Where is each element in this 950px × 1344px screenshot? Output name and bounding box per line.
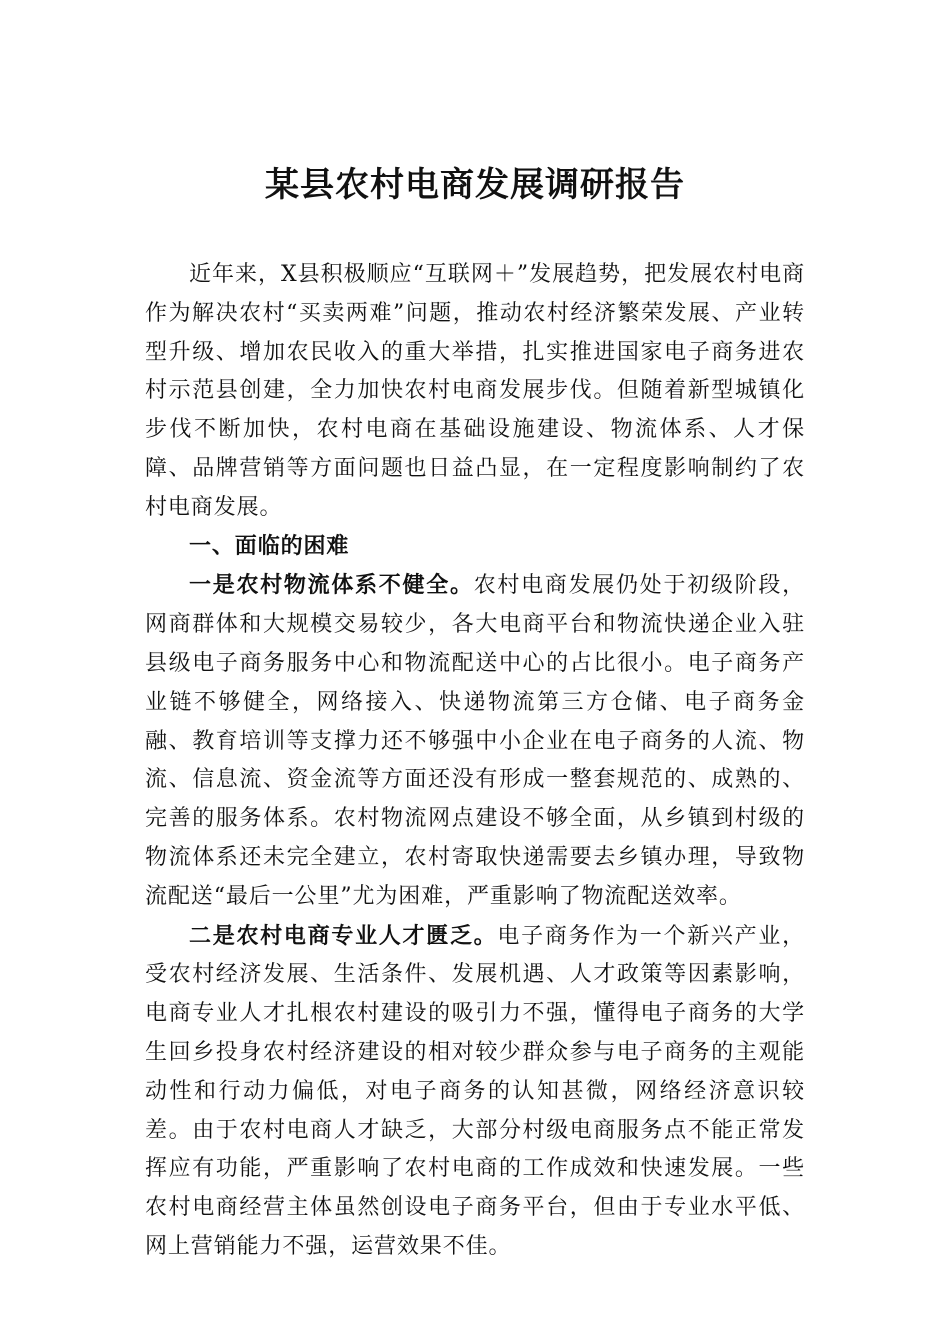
document-body — [145, 256, 805, 1267]
point-paragraph-logistics — [145, 566, 805, 916]
intro-paragraph: 近年来，X县积极顺应“互联网＋”发展趋势，把发展农村电商作为解决农村“买卖两难”问题，推动农村经济繁荣发展、产业转型升级、增加农民收入的重大举措，扎实推进国家电子商务进农村示范县创建，全力加快农村电商发展步伐。但随着新型城镇化步伐不断加快，农村电商在基础设施建设、物流体系、人才保障、品牌营销等方面问题也日益凸显，在一定程度影响制约了农村电商发展。 — [145, 262, 805, 520]
point-paragraph-talent — [145, 917, 805, 1267]
point-text-logistics: 农村电商发展仍处于初级阶段，网商群体和大规模交易较少，各大电商平台和物流快递企业入驻县级电子商务服务中心和物流配送中心的占比很小。电子商务产业链不够健全，网络接入、快递物流第三方仓储、电子商务金融、教育培训等支撑力还不够强中小企业在电子商务的人流、物流、信息流、资金流等方面还没有形成一整套规范的、成熟的、完善的服务体系。农村物流网点建设不够全面，从乡镇到村级的物流体系还未完全建立，农村寄取快递需要去乡镇办理，导致物流配送“最后一公里”尤为困难，严重影响了物流配送效率。 — [145, 573, 805, 909]
document-title: 某县农村电商发展调研报告 — [265, 165, 685, 205]
point-lead-logistics: 一是农村物流体系不健全。 — [189, 572, 474, 599]
point-text-talent: 电子商务作为一个新兴产业，受农村经济发展、生活条件、发展机遇、人才政策等因素影响，电商专业人才扎根农村建设的吸引力不强，懂得电子商务的大学生回乡投身农村经济建设的相对较少群众参与电子商务的主观能动性和行动力偏低，对电子商务的认知甚微，网络经济意识较差。由于农村电商人才缺乏，大部分村级电商服务点不能正常发挥应有功能，严重影响了农村电商的工作成效和快速发展。一些农村电商经营主体虽然创设电子商务平台，但由于专业水平低、网上营销能力不强，运营效果不佳。 — [145, 923, 806, 1259]
section-heading-difficulties: 一、面临的困难 — [189, 533, 350, 559]
point-lead-talent: 二是农村电商专业人才匮乏。 — [189, 922, 498, 949]
